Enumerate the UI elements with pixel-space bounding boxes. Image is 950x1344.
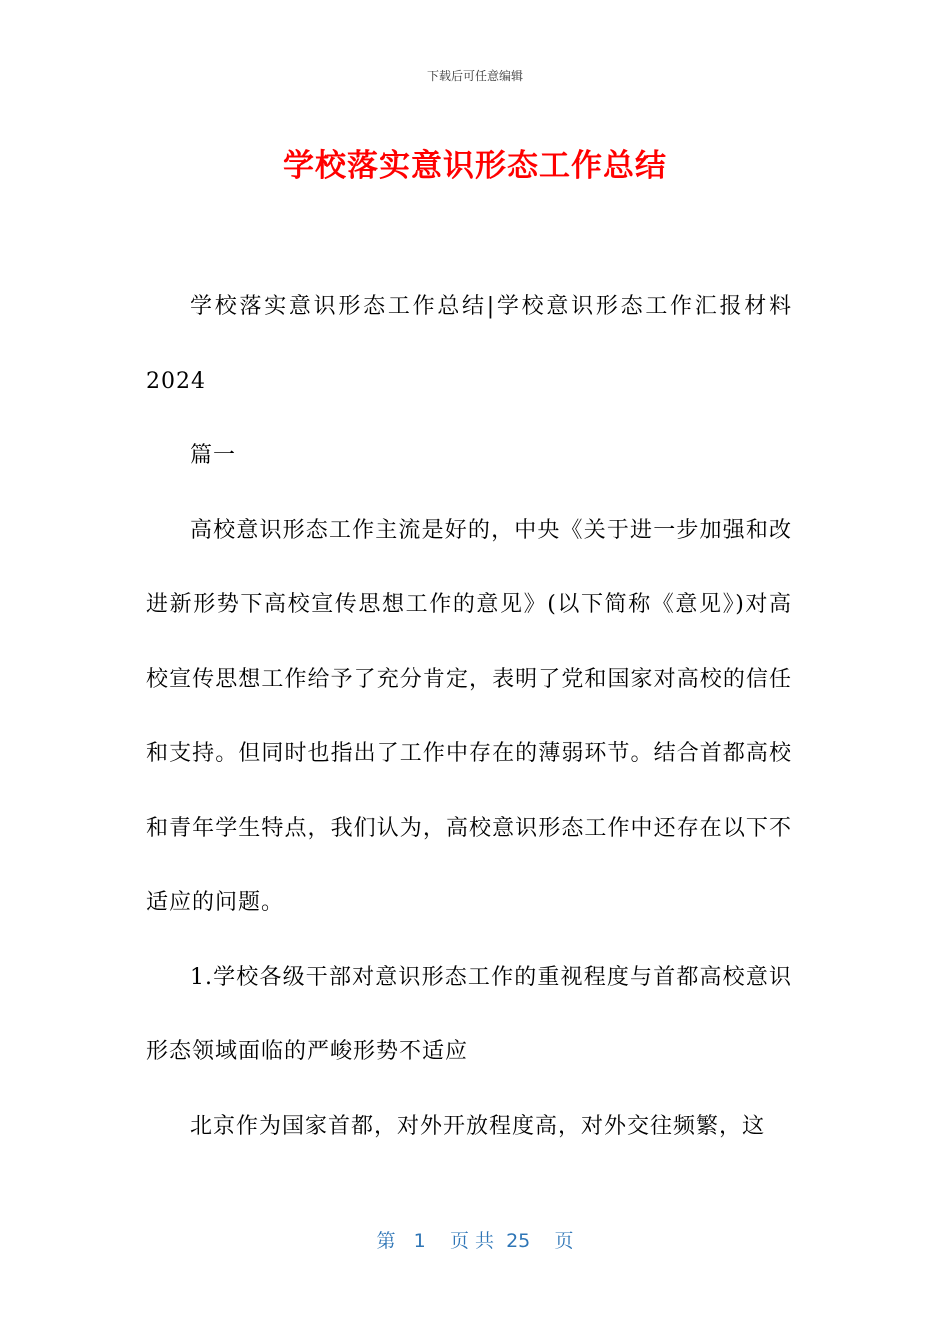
footer-total-pages: 25 <box>506 1230 531 1252</box>
page-footer <box>0 1226 950 1253</box>
paragraph-section-label: 篇一 <box>190 443 237 468</box>
document-body <box>146 270 792 1164</box>
footer-prefix: 第 <box>376 1230 396 1252</box>
footer-middle: 页 共 <box>449 1230 494 1252</box>
header-note: 下载后可任意编辑 <box>426 69 523 83</box>
paragraph-point-1: 1.学校各级干部对意识形态工作的重视程度与首都高校意识形态领域面临的严峻形势不适应 <box>146 964 792 1064</box>
document-title: 学校落实意识形态工作总结 <box>283 148 667 184</box>
paragraph-intro: 高校意识形态工作主流是好的，中央《关于进一步加强和改进新形势下高校宣传思想工作的意见》(以下简称《意见》)对高校宣传思想工作给予了充分肯定，表明了党和国家对高校的信任和支持。但同时也指出了工作中存在的薄弱环节。结合首都高校和青年学生特点，我们认为，高校意识形态工作中还存在以下不适应的问题。 <box>146 517 792 915</box>
paragraph-subtitle: 学校落实意识形态工作总结|学校意识形态工作汇报材料2024 <box>146 294 792 394</box>
footer-suffix: 页 <box>554 1230 574 1252</box>
footer-current-page: 1 <box>413 1230 426 1252</box>
paragraph-beijing: 北京作为国家首都，对外开放程度高，对外交往频繁，这 <box>190 1113 766 1139</box>
